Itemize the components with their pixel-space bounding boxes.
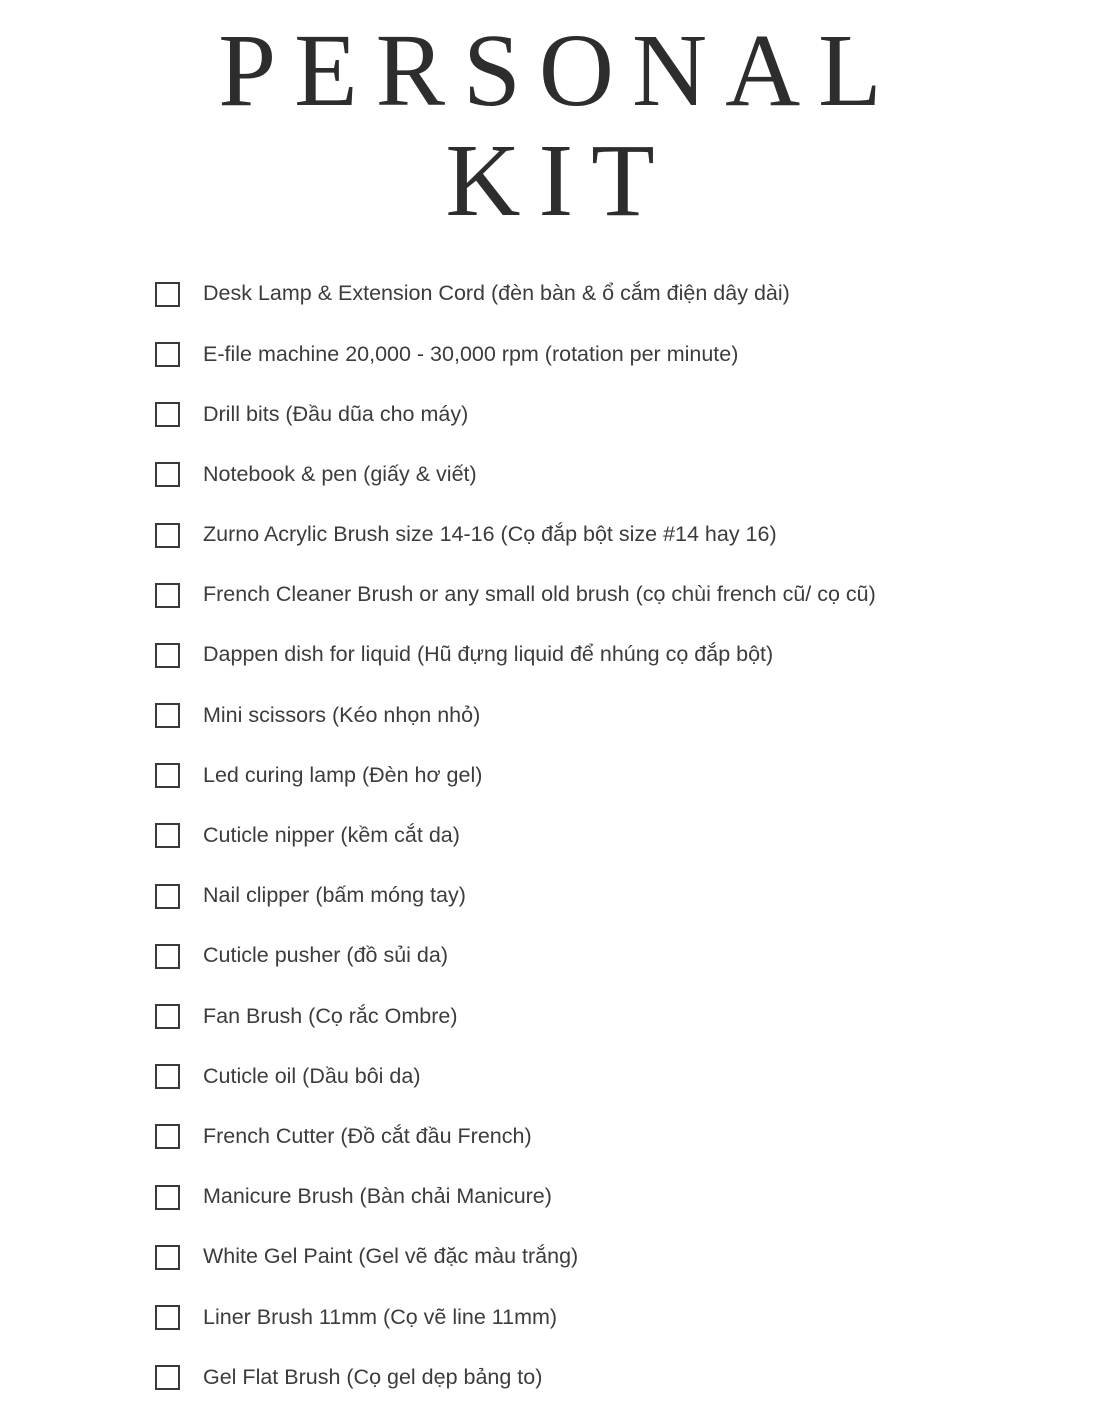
- list-item[interactable]: [155, 685, 1060, 745]
- list-item-label: Manicure Brush (Bàn chải Manicure): [203, 1184, 552, 1209]
- checkbox-icon[interactable]: [155, 523, 180, 548]
- list-item[interactable]: [155, 1107, 1060, 1167]
- checklist: [0, 264, 1100, 1408]
- list-item-label: Cuticle oil (Dầu bôi da): [203, 1063, 421, 1088]
- list-item[interactable]: [155, 565, 1060, 625]
- list-item-label: Mini scissors (Kéo nhọn nhỏ): [203, 702, 481, 727]
- page-title-line-2: KIT: [445, 123, 673, 239]
- checkbox-icon[interactable]: [155, 342, 180, 367]
- checkbox-icon[interactable]: [155, 1365, 180, 1390]
- checkbox-icon[interactable]: [155, 823, 180, 848]
- checkbox-icon[interactable]: [155, 763, 180, 788]
- list-item-label: Desk Lamp & Extension Cord (đèn bàn & ổ cắm điện dây dài): [203, 281, 790, 306]
- list-item[interactable]: [155, 1047, 1060, 1107]
- checkbox-icon[interactable]: [155, 583, 180, 608]
- list-item-label: Cuticle nipper (kềm cắt da): [203, 823, 460, 848]
- list-item[interactable]: [155, 1167, 1060, 1227]
- list-item-label: Gel Flat Brush (Cọ gel dẹp bảng to): [203, 1364, 543, 1389]
- list-item[interactable]: [155, 926, 1060, 986]
- list-item-label: White Gel Paint (Gel vẽ đặc màu trắng): [203, 1244, 579, 1269]
- list-item-label: Cuticle pusher (đồ sủi da): [203, 943, 448, 968]
- list-item[interactable]: [155, 1227, 1060, 1287]
- list-item-label: Notebook & pen (giấy & viết): [203, 461, 477, 486]
- list-item-label: Dappen dish for liquid (Hũ đựng liquid để nhúng cọ đắp bột): [203, 642, 774, 667]
- checkbox-icon[interactable]: [155, 703, 180, 728]
- checkbox-icon[interactable]: [155, 884, 180, 909]
- checkbox-icon[interactable]: [155, 1185, 180, 1210]
- list-item[interactable]: [155, 986, 1060, 1046]
- list-item-label: Fan Brush (Cọ rắc Ombre): [203, 1003, 458, 1028]
- list-item-label: French Cutter (Đồ cắt đầu French): [203, 1123, 532, 1148]
- list-item-label: Zurno Acrylic Brush size 14-16 (Cọ đắp bột size #14 hay 16): [203, 522, 777, 547]
- checkbox-icon[interactable]: [155, 643, 180, 668]
- list-item-label: Drill bits (Đầu dũa cho máy): [203, 401, 469, 426]
- list-item[interactable]: [155, 1287, 1060, 1347]
- list-item[interactable]: [155, 385, 1060, 445]
- page-title: [0, 0, 1100, 239]
- list-item-label: Nail clipper (bấm móng tay): [203, 883, 466, 908]
- list-item[interactable]: [155, 505, 1060, 565]
- list-item[interactable]: [155, 625, 1060, 685]
- list-item-label: E-file machine 20,000 - 30,000 rpm (rotation per minute): [203, 341, 739, 366]
- list-item[interactable]: [155, 445, 1060, 505]
- checkbox-icon[interactable]: [155, 944, 180, 969]
- list-item[interactable]: [155, 264, 1060, 324]
- checkbox-icon[interactable]: [155, 1064, 180, 1089]
- list-item-label: French Cleaner Brush or any small old brush (cọ chùi french cũ/ cọ cũ): [203, 582, 876, 607]
- checkbox-icon[interactable]: [155, 282, 180, 307]
- list-item[interactable]: [155, 1348, 1060, 1408]
- checkbox-icon[interactable]: [155, 1004, 180, 1029]
- list-item-label: Led curing lamp (Đèn hơ gel): [203, 762, 483, 787]
- list-item[interactable]: [155, 806, 1060, 866]
- checkbox-icon[interactable]: [155, 1245, 180, 1270]
- list-item-label: Liner Brush 11mm (Cọ vẽ line 11mm): [203, 1304, 558, 1329]
- list-item[interactable]: [155, 746, 1060, 806]
- list-item[interactable]: [155, 866, 1060, 926]
- checkbox-icon[interactable]: [155, 1124, 180, 1149]
- checkbox-icon[interactable]: [155, 402, 180, 427]
- checkbox-icon[interactable]: [155, 462, 180, 487]
- list-item[interactable]: [155, 324, 1060, 384]
- checkbox-icon[interactable]: [155, 1305, 180, 1330]
- page-title-line-1: PERSONAL: [218, 13, 900, 128]
